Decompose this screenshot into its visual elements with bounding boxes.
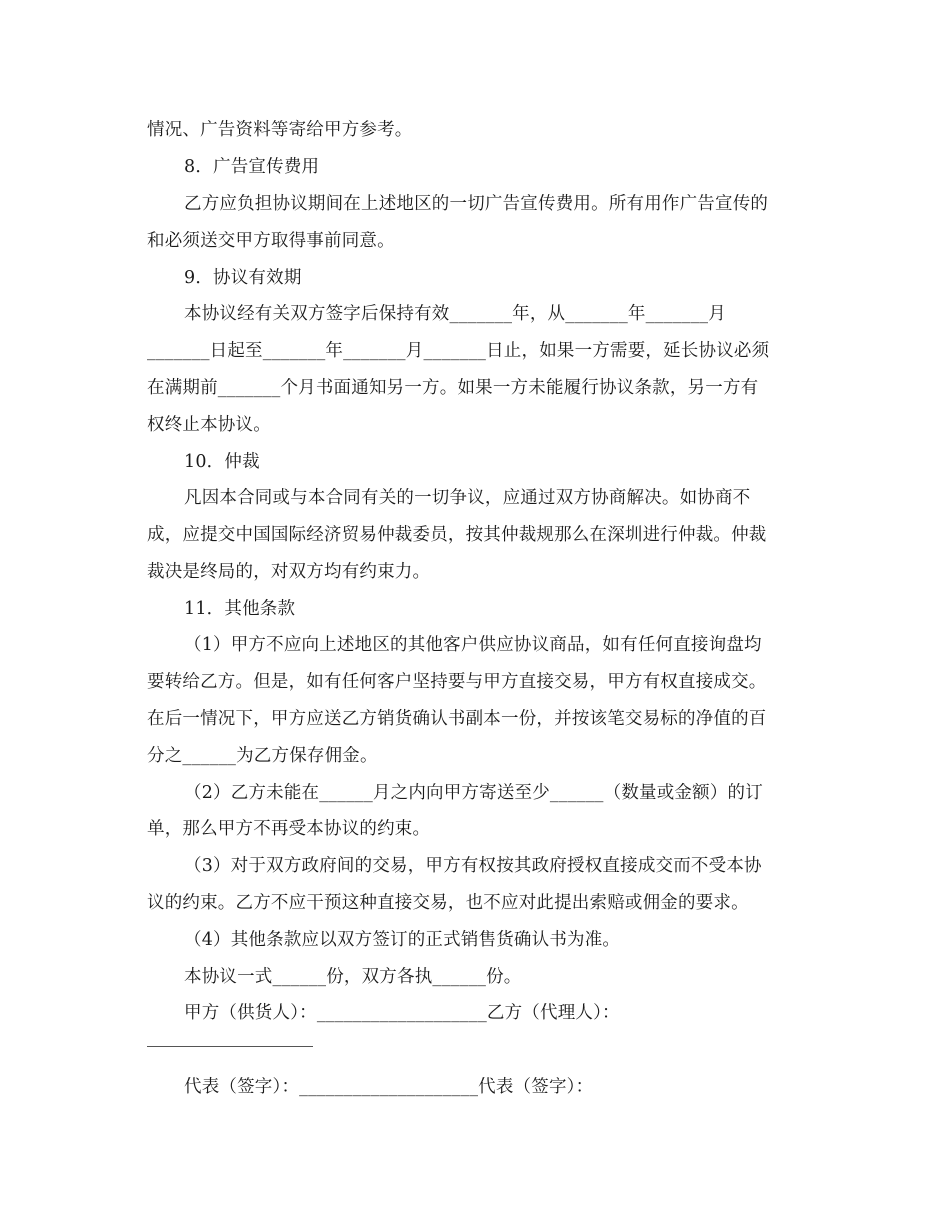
paragraph-line: 成，应提交中国国际经济贸易仲裁委员，按其仲裁规那么在深圳进行仲裁。仲裁 (147, 525, 767, 545)
paragraph-line: 议的约束。乙方不应干预这种直接交易，也不应对此提出索赔或佣金的要求。 (147, 893, 749, 913)
paragraph-line: （3）对于双方政府间的交易，甲方有权按其政府授权直接成交而不受本协 (184, 856, 762, 876)
signature-blank-line (147, 1046, 313, 1047)
paragraph-line: （2）乙方未能在______月之内向甲方寄送至少______（数量或金额）的订 (184, 783, 763, 803)
section-heading-other-terms: 11．其他条款 (184, 599, 296, 619)
paragraph-line: 权终止本协议。 (147, 415, 271, 435)
paragraph-line: 在满期前_______个月书面通知另一方。如果一方未能履行协议条款，另一方有 (147, 378, 759, 398)
paragraph-line: （4）其他条款应以双方签订的正式销售货确认书为准。 (184, 930, 621, 950)
section-heading-advertising-cost: 8．广告宣传费用 (184, 157, 320, 177)
party-signature-line: 甲方（供货人）：___________________乙方（代理人）： (184, 1003, 620, 1023)
paragraph-line: 分之______为乙方保存佣金。 (147, 746, 378, 766)
paragraph-line: 凡因本合同或与本合同有关的一切争议，应通过双方协商解决。如协商不 (184, 488, 751, 508)
paragraph-line: 乙方应负担协议期间在上述地区的一切广告宣传费用。所有用作广告宣传的 (184, 194, 769, 214)
paragraph-line: _______日起至_______年_______月_______日止，如果一方需要，延长协议必须 (147, 341, 770, 361)
paragraph-line: 情况、广告资料等寄给甲方参考。 (147, 120, 413, 140)
section-heading-arbitration: 10．仲裁 (184, 452, 260, 472)
paragraph-line: 裁决是终局的，对双方均有约束力。 (147, 562, 431, 582)
paragraph-line: 要转给乙方。但是，如有任何客户坚持要与甲方直接交易，甲方有权直接成交。 (147, 672, 767, 692)
paragraph-line: （1）甲方不应向上述地区的其他客户供应协议商品，如有任何直接询盘均 (184, 635, 762, 655)
paragraph-line: 在后一情况下，甲方应送乙方销货确认书副本一份，并按该笔交易标的净值的百 (147, 709, 767, 729)
copies-clause: 本协议一式______份，双方各执______份。 (184, 967, 522, 987)
representative-signature-line: 代表（签字）：____________________代表（签字）： (184, 1077, 594, 1097)
paragraph-line: 本协议经有关双方签字后保持有效_______年，从_______年_______月 (184, 304, 726, 324)
paragraph-line: 单，那么甲方不再受本协议的约束。 (147, 819, 431, 839)
paragraph-line: 和必须送交甲方取得事前同意。 (147, 231, 395, 251)
section-heading-validity: 9．协议有效期 (184, 268, 302, 288)
